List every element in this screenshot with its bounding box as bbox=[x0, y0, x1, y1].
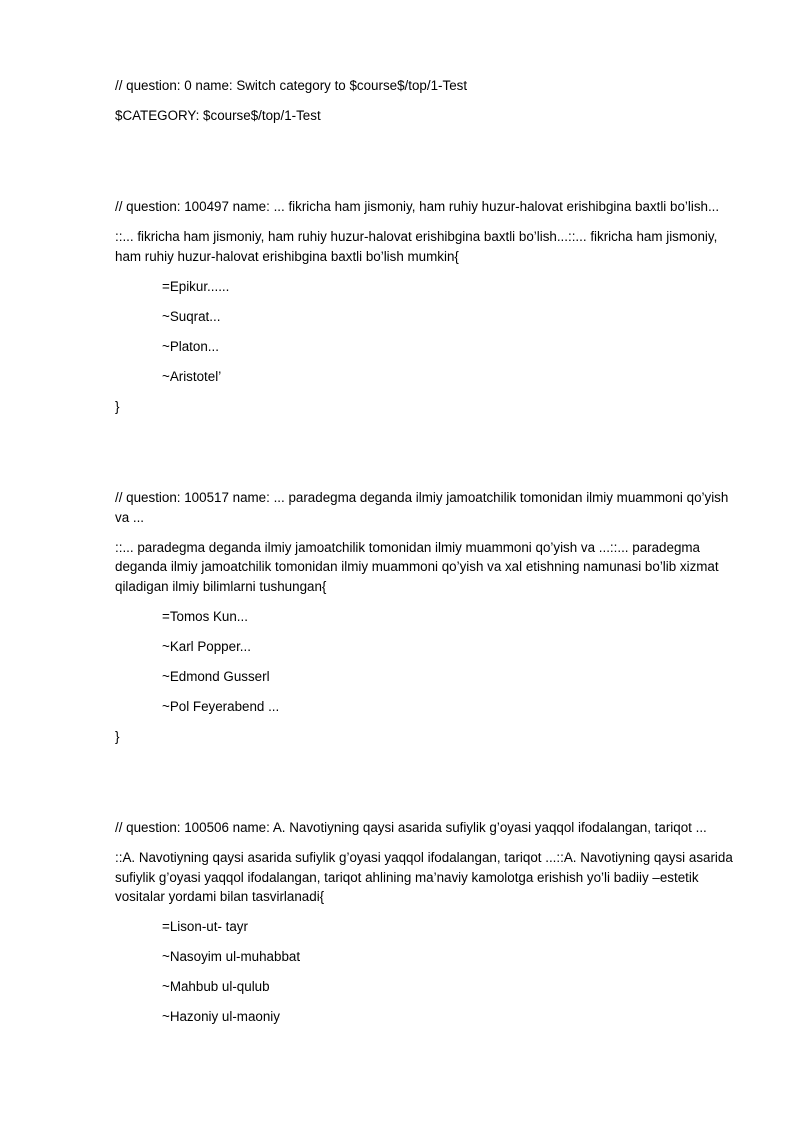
question-text: ::... fikricha ham jismoniy, ham ruhiy huzur-halovat erishibgina baxtli bo’lish...::... fikricha ham jismoniy, ham ruhiy huzur-halovat erishibgina baxtli bo’lish mumkin{ bbox=[115, 229, 718, 264]
question-close-brace: } bbox=[115, 728, 120, 744]
category-block bbox=[115, 76, 740, 126]
answer-option: ~Mahbub ul-qulub bbox=[162, 979, 270, 994]
answer-option: ~Hazoniy ul-maoniy bbox=[162, 1009, 280, 1024]
question-close-brace: } bbox=[115, 398, 120, 414]
question-block-1 bbox=[115, 197, 740, 416]
answer-option: ~Suqrat... bbox=[162, 308, 221, 324]
answer-option: ~Pol Feyerabend ... bbox=[162, 698, 280, 714]
answer-correct: =Epikur...... bbox=[162, 278, 230, 294]
question-text: ::A. Navotiyning qaysi asarida sufiylik g’oyasi yaqqol ifodalangan, tariqot ...::A. Navotiyning qaysi asarida sufiylik g’oyasi yaqqol ifodalangan, tariqot ahlining ma’naviy kamolotga erishish yo’li badiiy –estetik vositalar yordami bilan tasvirlanadi{ bbox=[115, 850, 733, 904]
answer-correct: =Tomos Kun... bbox=[162, 608, 248, 624]
question-comment: // question: 100506 name: A. Navotiyning qaysi asarida sufiylik g’oyasi yaqqol ifodalangan, tariqot ... bbox=[115, 820, 707, 835]
answer-option: ~Edmond Gusserl bbox=[162, 668, 270, 684]
category-comment: // question: 0 name: Switch category to $course$/top/1-Test bbox=[115, 78, 468, 93]
question-block-3 bbox=[115, 818, 740, 1027]
answer-option: ~Aristotel’ bbox=[162, 368, 222, 384]
answer-option: ~Karl Popper... bbox=[162, 638, 251, 654]
category-line: $CATEGORY: $course$/top/1-Test bbox=[115, 108, 321, 123]
answer-option: ~Platon... bbox=[162, 338, 219, 354]
question-text: ::... paradegma deganda ilmiy jamoatchilik tomonidan ilmiy muammoni qo’yish va ...::... paradegma deganda ilmiy jamoatchilik tomonidan ilmiy muammoni qo’yish va xal etishning namunasi bo’lib xizmat qiladigan ilmiy bilimlarni tushungan{ bbox=[115, 539, 719, 594]
answer-option: ~Nasoyim ul-muhabbat bbox=[162, 949, 301, 964]
question-block-2 bbox=[115, 488, 740, 746]
question-comment: // question: 100497 name: ... fikricha ham jismoniy, ham ruhiy huzur-halovat erishibgina baxtli bo’lish... bbox=[115, 199, 720, 214]
question-comment: // question: 100517 name: ... paradegma deganda ilmiy jamoatchilik tomonidan ilmiy muammoni qo’yish va ... bbox=[115, 490, 729, 525]
answer-correct: =Lison-ut- tayr bbox=[162, 919, 248, 934]
